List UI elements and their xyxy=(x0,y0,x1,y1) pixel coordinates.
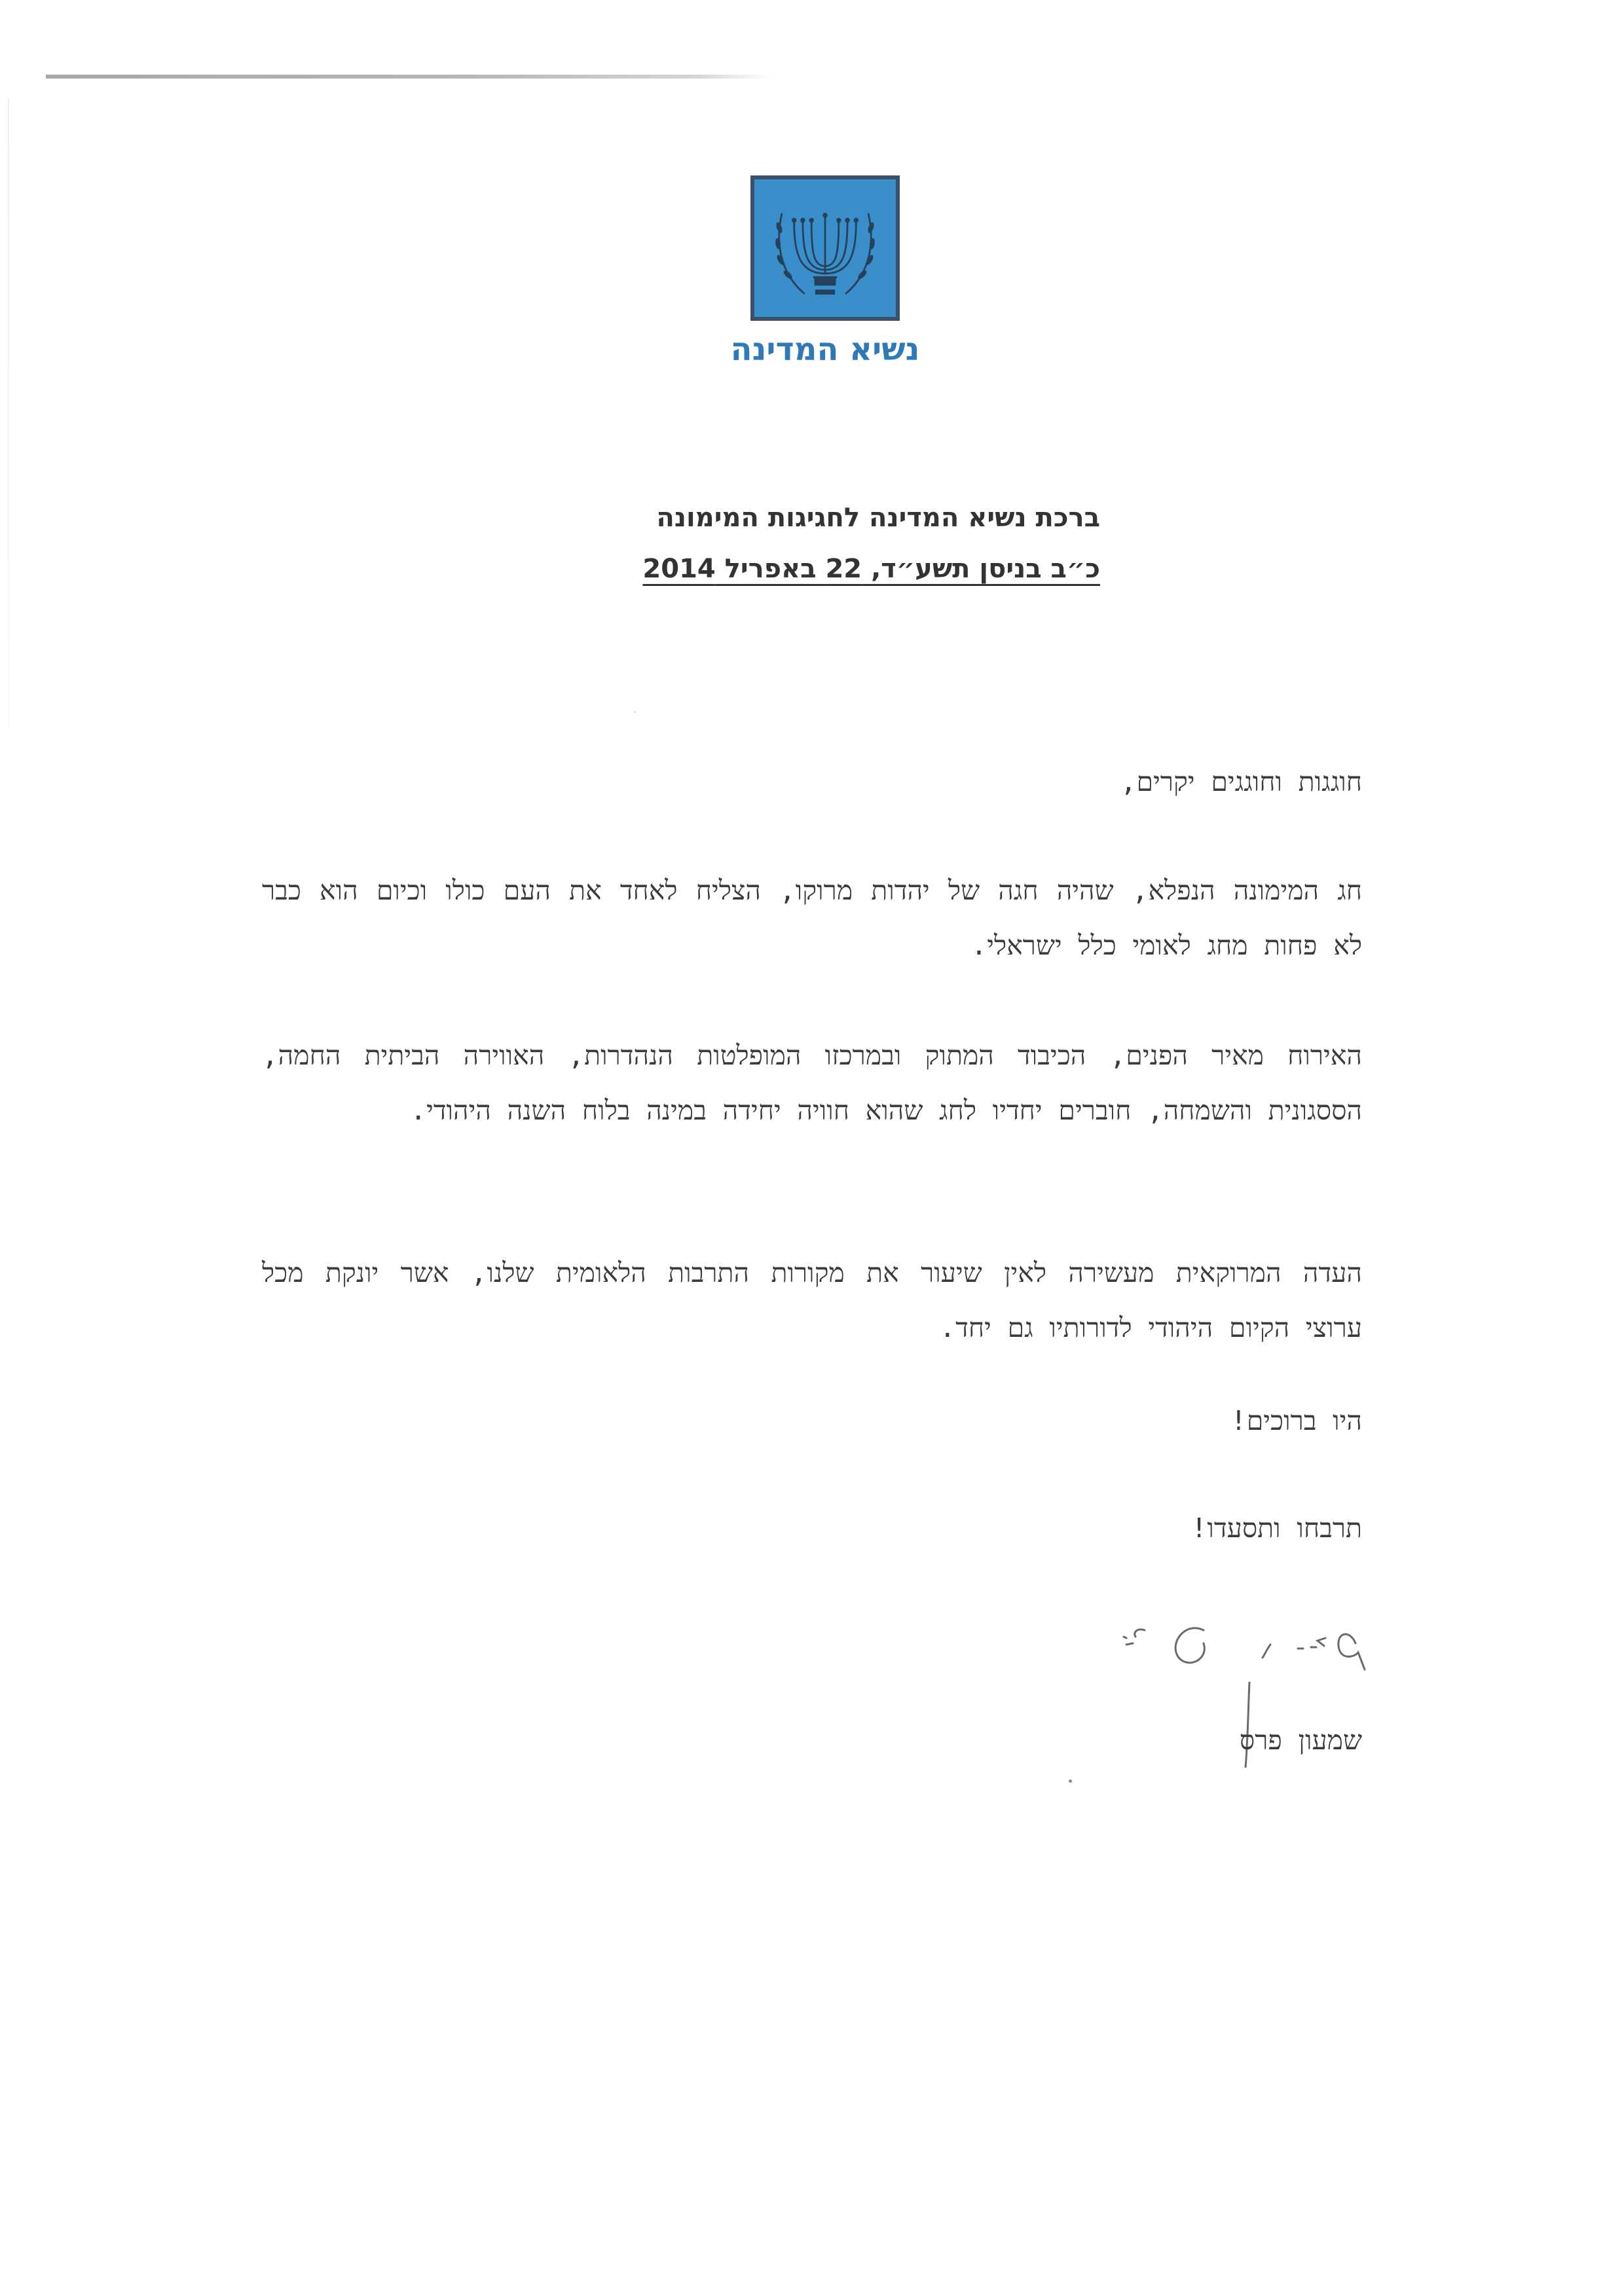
emblem-caption: נשיא המדינה xyxy=(730,331,920,368)
scan-artifact-line xyxy=(46,75,773,79)
menorah-icon xyxy=(754,179,896,317)
paragraph-1 xyxy=(262,863,1362,973)
paragraph-text: העדה המרוקאית מעשירה לאין שיעור את מקורות התרבות הלאומית שלנו, אשר יונקת מכל ערוצי הקיום היהודי לדורותיו גם יחד. xyxy=(262,1257,1362,1343)
closing-blessing: היו ברוכים! xyxy=(1230,1405,1362,1436)
letter-greeting: חוגגות וחוגגים יקרים, xyxy=(1120,766,1362,797)
scan-speck xyxy=(634,711,636,713)
scan-speck xyxy=(1069,1779,1072,1783)
scan-artifact-edge xyxy=(8,98,9,727)
paragraph-2 xyxy=(262,1028,1362,1138)
letter-title: ברכת נשיא המדינה לחגיגות המימונה xyxy=(656,503,1100,533)
letter-date: כ״ב בניסן תשע״ד, 22 באפריל 2014 xyxy=(642,554,1100,584)
closing-wish: תרבחו ותסעדו! xyxy=(1190,1512,1362,1544)
signer-name: שמעון פרס xyxy=(1239,1724,1362,1756)
paragraph-text: האירוח מאיר הפנים, הכיבוד המתוק ובמרכזו המופלטות הנהדרות, האווירה הביתית החמה, הססגונית והשמחה, חוברים יחדיו לחג שהוא חוויה יחידה במינה בלוח השנה היהודי. xyxy=(262,1040,1362,1126)
paragraph-text: חג המימונה הנפלא, שהיה חגה של יהדות מרוקו, הצליח לאחד את העם כולו וכיום הוא כבר לא פחות מחג לאומי כלל ישראלי. xyxy=(262,875,1362,961)
paragraph-3 xyxy=(262,1245,1362,1355)
state-emblem-logo xyxy=(750,175,900,321)
